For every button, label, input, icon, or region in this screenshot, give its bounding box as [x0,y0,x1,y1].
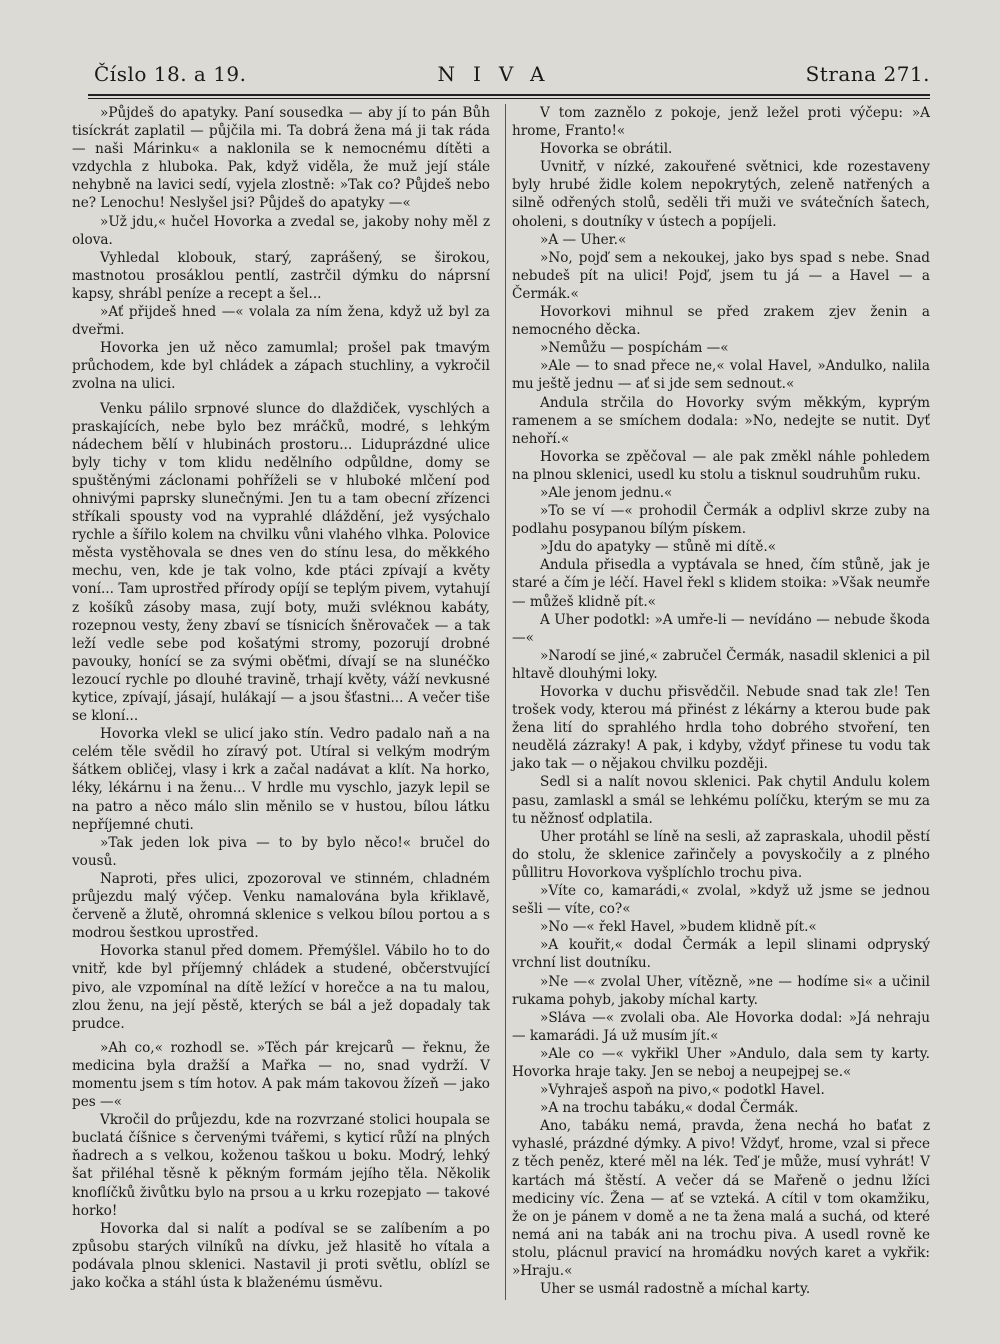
paragraph: »Sláva —« zvolali oba. Ale Hovorka dodal: »Já nehraju — kamarádi. Já už musím jít.« [512,1009,930,1044]
paragraph: »Ne —« zvolal Uher, vítězně, »ne — hodíme si« a učinil rukama pohyb, jakoby míchal karty. [512,973,930,1008]
paragraph: »Ale jenom jednu.« [540,484,673,501]
paragraph: Uher se usmál radostně a míchal karty. [540,1281,811,1298]
page-number: Strana 271. [805,62,930,86]
paragraph: »A — Uher.« [540,231,627,248]
header-rule-thin [88,98,930,99]
paragraph: Vkročil do průjezdu, kde na rozvrzané stolici houpala se buclatá číšnice s červenými tvářemi, s kyticí růží na plných ňadrech a s velkou, koženou taškou u boku. Modrý, lehký šat přiléhal těsně k pěkným formám jejího těla. Několik knoflíčků živůtku bylo na prsou a u krku rozepjato — takové horko! [72,1112,490,1219]
paragraph: V tom zaznělo z pokoje, jenž ležel proti výčepu: »A hrome, Franto!« [512,105,930,140]
paragraph: »No —« řekl Havel, »budem klidně pít.« [540,919,817,936]
paragraph: Hovorka stanul před domem. Přemýšlel. Vábilo ho to do vnitř, kde byl příjemný chládek a studené, občerstvující pivo, ale vzpomínal na dítě ležící v horečce a na tu malou, zlou ženu, na její pěstě, kterých se bál a jež dopadaly tak prudce. [72,943,490,1032]
paragraph: »Ale — to snad přece ne,« volal Havel, »Andulko, nalila mu ještě jednu — ať si jde sem sednout.« [512,358,930,393]
paragraph: Andula strčila do Hovorky svým měkkým, kyprým ramenem a se smíchem dodala: »No, nedejte se nutit. Dyť nehoří.« [512,394,930,447]
paragraph: »Půjdeš do apatyky. Paní sousedka — aby jí to pán Bůh tisíckrát zaplatil — půjčila mi. Ta dobrá žena má ji tak ráda — naši Márinku« a naklonila se k nemocnému dítěti a vzdychla z hluboka. Pak, když viděla, že muž její stále nehybně na lavici sedí, vyjela zlostně: »Tak co? Půjdeš nebo ne? Lenochu! Neslyšel jsi? Půjdeš do apatyky —« [72,105,490,212]
paragraph: »Jdu do apatyky — stůně mi dítě.« [540,539,777,556]
paragraph: »Ať přijdeš hned —« volala za ním žena, když už byl za dveřmi. [72,304,490,339]
paragraph: Uvnitř, v nízké, zakouřené světnici, kde rozestaveny byly hrubé židle kolem nepokrytých, zeleně natřených a silně odřených stolů, seděli tři muži ve svátečních šatech, oholeni, s doutníky v ústech a popíjeli. [512,159,930,230]
paragraph: Uher protáhl se líně na sesli, až zapraskala, uhodil pěstí do stolu, že sklenice zařinčely a povyskočily a z plného půllitru Hovorkova vyšplíchlo trochu piva. [512,828,930,881]
paragraph: »A kouřit,« dodal Čermák a lepil slinami odpryský vrchní list doutníku. [512,937,930,972]
paragraph: Andula přisedla a vyptávala se hned, čím stůně, jak je staré a čím je léčí. Havel řekl s klidem stoika: »Však neumře — můžeš klidně pít.« [512,557,930,610]
paragraph: Venku pálilo srpnové slunce do dlaždiček, vyschlých a praskajících, nebe bylo bez mráčků, modré, s lehkým nádechem bělí v hlubinách prostoru... Liduprázdné ulice byly tichy v tom klidu nedělního odpůldne, domy se spuštěnými záclonami pohříželi se v hluboké mlčení pod ohnivými paprsky slunečnými. Jen tu a tam obecní zřízenci stříkali spousty vod na vyprahlé dláždění, jež vysýchalo rychle a šířilo kolem na chvilku vůni vlahého vlhka. Polovice města vystěhovala se dnes ven do stínu lesa, do měkkého mechu, ven, kde je tak volno, kde ptáci zpívají a květy voní... Tam uprostřed přírody opíjí se teplým pivem, vytahují z košíků zásoby masa, zují boty, muži svléknou kabáty, rozepnou vesty, ženy zbaví se tísnicích šněrovaček — a tak leží vedle sebe pod košatými stromy, pozorují drobné pavouky, honící se za svými oběťmi, dívají se na slunéčko lezoucí rychle po dlouhé travině, trhají květy, váží nevkusné kytice, zpívají, jásají, hulákají — a jsou šťastni... A večer tiše se kloní... [72,400,490,725]
paragraph: »No, pojď sem a nekoukej, jako bys spad s nebe. Snad nebudeš pít na ulici! Pojď, jsem tu já — a Havel — a Čermák.« [512,249,930,302]
paragraph: »To se ví —« prohodil Čermák a odplivl skrze zuby na podlahu posypanou bílým pískem. [512,503,930,538]
paragraph: Hovorkovi mihnul se před zrakem zjev ženin a nemocného děcka. [512,304,930,339]
publication-title: NIVA [437,62,563,86]
paragraph: Hovorka v duchu přisvědčil. Nebude snad tak zle! Ten trošek vody, kterou má přinést z lékárny a kterou bude pak žena lití do sprahlého hrdla toho dobrého stvoření, ten neudělá zázraky! A pak, i kdyby, vždyť přinese tu vodu tak jako tak — o nějakou chvilku později. [512,684,930,773]
paragraph: »Ale co —« vykřikl Uher »Andulo, dala sem ty karty. Hovorka hraje taky. Jen se neboj a neupejpej se.« [512,1045,930,1080]
paragraph: »Vyhraješ aspoň na pivo,« podotkl Havel. [540,1082,825,1099]
paragraph: »A na trochu tabáku,« dodal Čermák. [540,1100,799,1117]
page-header [70,62,930,94]
left-column [72,104,490,1292]
paragraph: Hovorka se zpěčoval — ale pak změkl náhle pohledem na plnou sklenici, usedl ku stolu a tisknul soudruhům ruku. [512,448,930,483]
paragraph: »Narodí se jiné,« zabručel Čermák, nasadil sklenici a pil hltavě dlouhými loky. [512,647,930,682]
column-divider [505,104,506,1300]
paragraph: Hovorka se obrátil. [540,141,673,158]
right-column [512,104,930,1298]
paragraph: »Ah co,« rozhodl se. »Těch pár krejcarů — řeknu, že medicina byla dražší a Mařka — no, snad vydrží. V momentu jsem s tím hotov. A pak mám takovou žízeň — jako pes —« [72,1039,490,1111]
paragraph: »Víte co, kamarádi,« zvolal, »když už jsme se jednou sešli — víte, co?« [512,883,930,918]
paragraph: Vyhledal klobouk, starý, zaprášený, se širokou, mastnotou prosáklou pentlí, zastrčil dýmku do náprsní kapsy, shrábl peníze a recept a šel... [72,249,490,302]
paragraph: Hovorka vlekl se ulicí jako stín. Vedro padalo naň a na celém těle svědil ho zíravý pot. Utíral si velkým modrým šátkem obličej, vlasy i krk a začal nadávat a klít. Na horko, léky, lékárnu i na ženu... V hrdle mu vyschlo, jazyk lepil se na patro a něco málo slin měnilo se v hustou, bílou látku nepříjemné chuti. [72,726,490,833]
header-rule [88,94,930,96]
paragraph: A Uher podotkl: »A umře-li — nevídáno — nebude škoda —« [512,611,930,646]
paragraph: »Nemůžu — pospíchám —« [540,340,729,357]
paragraph: Sedl si a nalít novou sklenici. Pak chytil Andulu kolem pasu, zamlaskl a smál se lehkému políčku, kterým se mu za tu něžnosť odplatila. [512,774,930,827]
paragraph: Naproti, přes ulici, zpozoroval ve stinném, chladném průjezdu malý výčep. Venku namalována byla křiklavě, červeně a žlutě, ohromná sklenice s velkou bílou portou a s modrou šestkou uprostřed. [72,870,490,942]
paragraph: Ano, tabáku nemá, pravda, žena nechá ho baťat z vyhaslé, prázdné dýmky. A pivo! Vždyť, hrome, vzal si přece z těch peněz, které měl na lék. Teď je může, musí vyhrát! V kartách má štěstí. A večer dá se Mařeně o jednu lžíci mediciny víc. Žena — ať se vzteká. A cítil v tom okamžiku, že on je pánem v domě a ne ta žena malá a suchá, od které nemá ani na tabák ani na trochu piva. A usedl rovně ke stolu, plácnul pravicí na hromádku nových karet a vykřik: »Hraju.« [512,1118,930,1279]
paragraph: »Tak jeden lok piva — to by bylo něco!« bručel do vousů. [72,834,490,869]
paragraph: Hovorka jen už něco zamumlal; prošel pak tmavým průchodem, kde byl chládek a zápach stuchliny, a vykročil zvolna na ulici. [72,340,490,393]
issue-number: Číslo 18. a 19. [94,62,247,86]
paragraph: »Už jdu,« hučel Hovorka a zvedal se, jakoby nohy měl z olova. [72,213,490,248]
paragraph: Hovorka dal si nalít a podíval se se zalíbením a po způsobu starých vilníků na dívku, jež hlasitě ho vítala a podávala plnou sklenici. Nastavil ji proti světlu, oblízl se jako kočka a stáhl ústa k blaženému úsměvu. [72,1220,490,1291]
